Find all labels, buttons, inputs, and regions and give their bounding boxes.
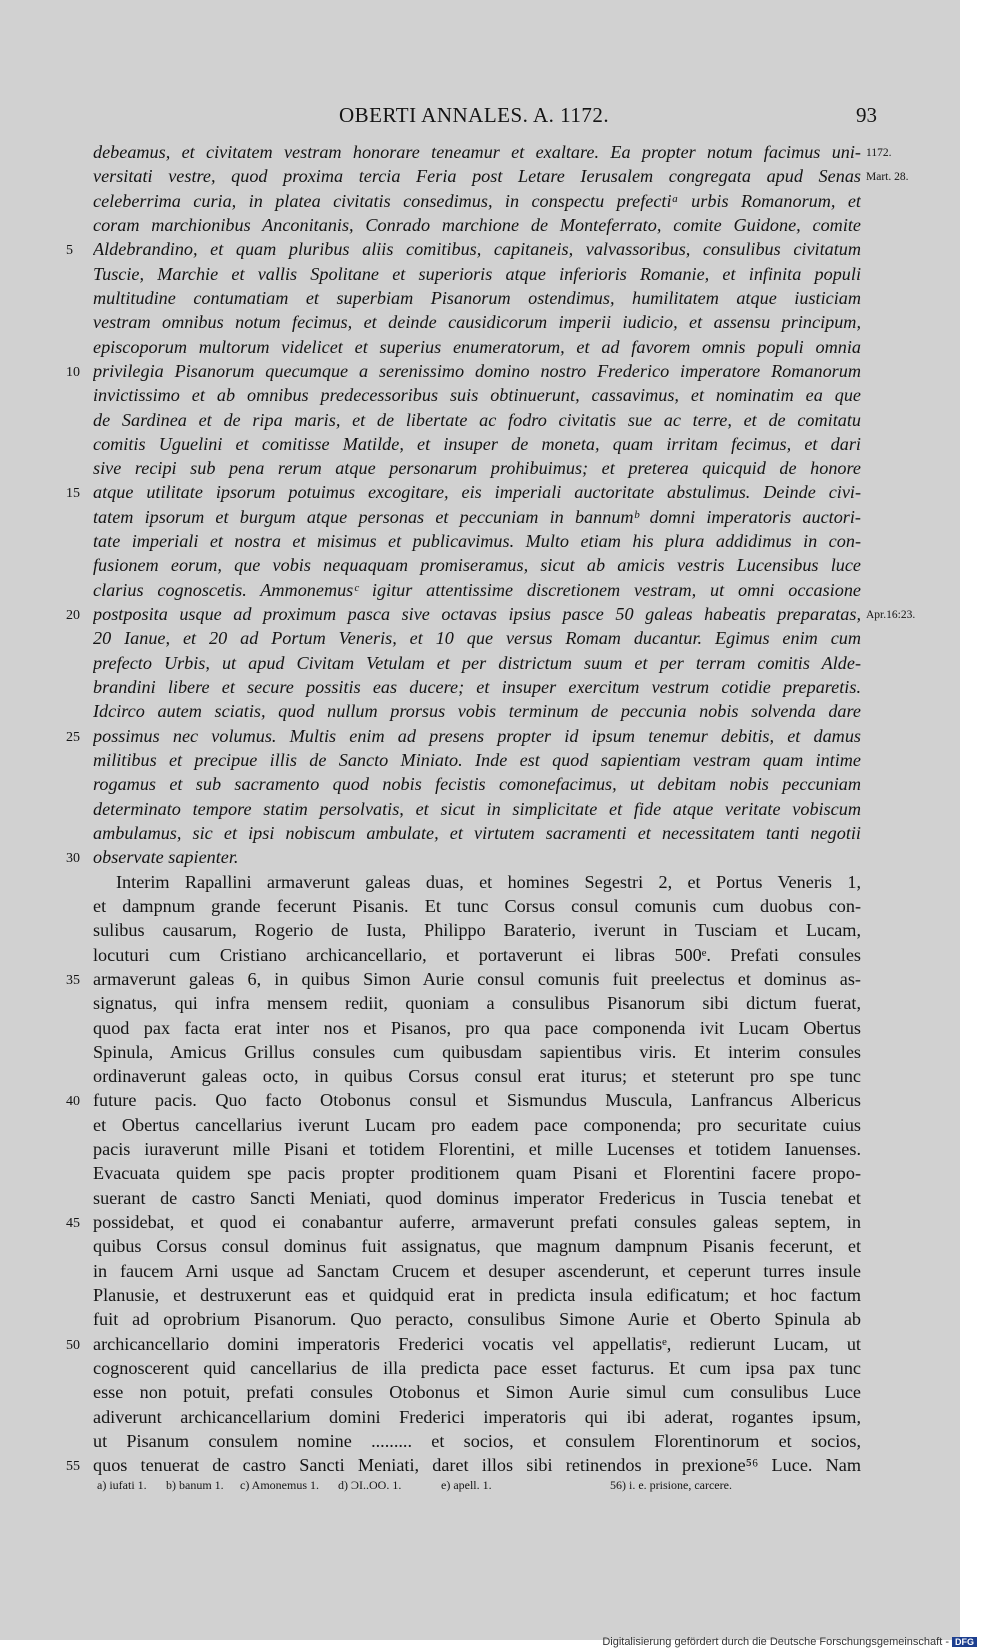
text-line bbox=[0, 772, 960, 796]
text-line bbox=[0, 408, 960, 432]
text-line bbox=[0, 578, 960, 602]
line-text: prefecto Urbis, ut apud Civitam Vetulam et per districtum suum et per terram comitis Alde- bbox=[93, 652, 861, 673]
text-line bbox=[0, 164, 960, 188]
footnote: c) Amonemus 1. bbox=[240, 1478, 319, 1492]
text-line bbox=[0, 797, 960, 821]
line-text: postposita usque ad proximum pasca sive octavas ipsius pasce 50 galeas habeatis preparatas, bbox=[93, 604, 861, 625]
text-line bbox=[0, 845, 960, 869]
margin-date: Mart. 28. bbox=[866, 171, 909, 184]
text-line bbox=[0, 1405, 960, 1429]
line-text: vestram omnibus notum fecimus, et deinde causidicorum imperii iudicio, et assensu principum, bbox=[93, 312, 861, 333]
line-text: de Sardinea et de ripa maris, et de libertate ac fodro civitatis sue ac terre, et de comitatu bbox=[93, 409, 861, 430]
text-line bbox=[0, 1234, 960, 1258]
line-text: comitis Uguelini et comitisse Matilde, et insuper de moneta, quam irritam fecimus, et dari bbox=[93, 433, 861, 454]
line-text: determinato tempore statim persolvatis, et sicut in simplicitate et fide atque veritate vobiscum bbox=[93, 798, 861, 819]
text-line bbox=[0, 262, 960, 286]
line-text: signatus, qui infra mensem rediit, quoniam a consulibus Pisanorum sibi dictum fuerat, bbox=[93, 993, 861, 1014]
text-line bbox=[0, 1161, 960, 1185]
line-number: 20 bbox=[66, 608, 80, 624]
text-line bbox=[0, 1210, 960, 1234]
text-line bbox=[0, 335, 960, 359]
line-text: Planusie, et destruxerunt eas et quidquid erat in predicta insula edificatum; et hoc factum bbox=[93, 1285, 861, 1306]
line-text: Spinula, Amicus Grillus consules cum quibusdam sapientibus viris. Et interim consules bbox=[93, 1041, 861, 1062]
text-line bbox=[0, 1064, 960, 1088]
text-line bbox=[0, 724, 960, 748]
line-text: ordinaverunt galeas octo, in quibus Corsus consul erat iturus; et steterunt pro spe tunc bbox=[93, 1066, 861, 1087]
line-number: 10 bbox=[66, 364, 80, 380]
line-text: sulibus causarum, Rogerio de Iusta, Philippo Baraterio, iverunt in Tusciam et Lucam, bbox=[93, 920, 861, 941]
text-line bbox=[0, 918, 960, 942]
line-text: armaverunt galeas 6, in quibus Simon Aurie consul comunis fuit preelectus et dominus as- bbox=[93, 968, 861, 989]
text-line bbox=[0, 529, 960, 553]
text-line bbox=[0, 1380, 960, 1404]
text-line bbox=[0, 748, 960, 772]
text-line bbox=[0, 1356, 960, 1380]
footnote: b) banum 1. bbox=[166, 1478, 224, 1492]
line-text: militibus et precipue illis de Sancto Miniato. Inde est quod sapientiam vestram quam intime bbox=[93, 750, 861, 770]
line-text: Interim Rapallini armaverunt galeas duas, et homines Segestri 2, et Portus Veneris 1, bbox=[116, 871, 861, 892]
line-text: 20 Ianue, et 20 ad Portum Veneris, et 10 que versus Romam ducantur. Egimus enim cum bbox=[93, 628, 861, 649]
text-line bbox=[0, 870, 960, 894]
line-text: fuit ad oprobrium Pisanorum. Quo peracto, consulibus Simone Aurie et Oberto Spinula ab bbox=[93, 1309, 861, 1330]
line-text: invictissimo et ab omnibus predecessoribus suis obtinuerunt, cassavimus, et nominatim ea que bbox=[93, 385, 861, 406]
text-line bbox=[0, 651, 960, 675]
text-line bbox=[0, 626, 960, 650]
line-text: future pacis. Quo facto Otobonus consul et Sismundus Muscula, Lanfrancus Albericus bbox=[93, 1090, 861, 1111]
line-text: episcoporum multorum videlicet et superius enumeratorum, et ad favorem omnis populi omnia bbox=[93, 336, 861, 357]
line-text: quibus Corsus consul dominus fuit assignatus, que magnum dampnum Pisanis fecerunt, et bbox=[93, 1236, 861, 1257]
digitization-credit bbox=[602, 1636, 977, 1648]
footnote: 56) i. e. prisione, carcere. bbox=[610, 1478, 732, 1492]
text-line bbox=[0, 432, 960, 456]
text-line bbox=[0, 1283, 960, 1307]
line-text: Evacuata quidem spe pacis propter proditionem quam Pisani et Florentini facere propo- bbox=[93, 1163, 861, 1184]
line-text: atque utilitate ipsorum potuimus excogitare, eis imperiali auctoritate abstulimus. Deinde civi- bbox=[93, 482, 861, 503]
line-text: privilegia Pisanorum quecumque a serenissimo domino nostro Frederico imperatore Romanorum bbox=[93, 360, 861, 381]
page-number: 93 bbox=[856, 103, 877, 127]
credit-text: Digitalisierung gefördert durch die Deutsche Forschungsgemeinschaft - bbox=[602, 1636, 949, 1648]
line-text: tatem ipsorum et burgum atque personas et peccuniam in bannumᵇ domni imperatoris auctori- bbox=[93, 506, 861, 527]
text-line bbox=[0, 553, 960, 577]
line-text: adiverunt archicancellarium domini Frederici imperatoris qui ibi aderat, rogantes ipsum, bbox=[93, 1406, 861, 1427]
text-line bbox=[0, 383, 960, 407]
page-header bbox=[0, 103, 960, 133]
footnote: e) apell. 1. bbox=[441, 1478, 492, 1492]
text-line bbox=[0, 991, 960, 1015]
text-line bbox=[0, 1332, 960, 1356]
text-line bbox=[0, 1040, 960, 1064]
line-text: brandini libere et secure possitis eas ducere; et insuper exercitum vestrum cotidie preparetis. bbox=[93, 677, 861, 698]
line-text: cognoscerent quid cancellarius de illa predicta pace esset facturus. Et cum ipsa pax tunc bbox=[93, 1358, 861, 1378]
text-line bbox=[0, 967, 960, 991]
line-text: in faucem Arni usque ad Sanctam Crucem et desuper ascenderunt, et ceperunt turres insule bbox=[93, 1260, 861, 1281]
text-line bbox=[0, 943, 960, 967]
line-number: 25 bbox=[66, 729, 80, 745]
text-line bbox=[0, 456, 960, 480]
line-text: Idcirco autem sciatis, quod nullum prorsus vobis terminum de peccunia nobis solvenda dare bbox=[93, 701, 861, 722]
text-line bbox=[0, 1429, 960, 1453]
line-text: esse non potuit, prefati consules Otobonus et Simon Aurie simul cum consulibus Luce bbox=[93, 1382, 861, 1403]
text-line bbox=[0, 1137, 960, 1161]
line-text: possimus nec volumus. Multis enim ad presens propter id ipsum tenemur debitis, et damus bbox=[93, 725, 861, 746]
text-line bbox=[0, 602, 960, 626]
text-line bbox=[0, 894, 960, 918]
line-text: possidebat, et quod ei conabantur auferre, armaverunt prefati consules galeas septem, in bbox=[93, 1212, 861, 1233]
footnotes bbox=[97, 1478, 867, 1498]
line-number: 35 bbox=[66, 972, 80, 988]
text-line bbox=[0, 286, 960, 310]
line-number: 15 bbox=[66, 486, 80, 502]
line-text: tate imperiali et nostra et misimus et publicavimus. Multo etiam his plura addidimus in con- bbox=[93, 531, 861, 552]
line-text: multitudine contumatiam et superbiam Pisanorum ostendimus, humilitatem atque iusticiam bbox=[93, 287, 861, 308]
running-title: OBERTI ANNALES. A. 1172. bbox=[339, 103, 610, 127]
text-line bbox=[0, 1186, 960, 1210]
text-line bbox=[0, 140, 960, 164]
line-text: suerant de castro Sancti Meniati, quod dominus imperator Fredericus in Tuscia tenebat et bbox=[93, 1187, 861, 1208]
line-text: versitati vestre, quod proxima tercia Feria post Letare Ierusalem congregata apud Senas bbox=[93, 166, 861, 187]
footnote: a) iufati 1. bbox=[97, 1478, 147, 1492]
text-line bbox=[0, 699, 960, 723]
line-text: celeberrima curia, in platea civitatis consedimus, in conspectu prefectiᵃ urbis Romanorum, et bbox=[93, 190, 861, 211]
text-line bbox=[0, 237, 960, 261]
text-line bbox=[0, 821, 960, 845]
line-text: Aldebrandino, et quam pluribus aliis comitibus, capitaneis, valvassoribus, consulibus civitatum bbox=[93, 239, 861, 260]
line-text: ambulamus, sic et ipsi nobiscum ambulate, et virtutem sacramenti et necessitatem tanti negotii bbox=[93, 822, 861, 843]
text-line bbox=[0, 1016, 960, 1040]
line-text: ut Pisanum consulem nomine ......... et socios, et consulem Florentinorum et socios, bbox=[93, 1430, 861, 1451]
line-text: quos tenuerat de castro Sancti Meniati, daret illos sibi retinendos in prexione⁵⁶ Luce. Nam bbox=[93, 1455, 861, 1476]
line-text: rogamus et sub sacramento quod nobis fecistis comonefacimus, ut debitam nobis peccuniam bbox=[93, 774, 861, 795]
line-number: 30 bbox=[66, 851, 80, 867]
footnote: d) ϽI..OO. 1. bbox=[338, 1478, 402, 1492]
line-text: fusionem eorum, que vobis nequaquam promiseramus, sicut ab amicis vestris Lucensibus luce bbox=[93, 555, 861, 576]
text-line bbox=[0, 1453, 960, 1477]
text-line bbox=[0, 1259, 960, 1283]
text-line bbox=[0, 675, 960, 699]
line-number: 45 bbox=[66, 1216, 80, 1232]
text-line bbox=[0, 1088, 960, 1112]
line-text: archicancellario domini imperatoris Frederici vocatis vel appellatisᵉ, redierunt Lucam, ut bbox=[93, 1333, 861, 1354]
text-line bbox=[0, 1307, 960, 1331]
line-text: et Obertus cancellarius iverunt Lucam pro eadem pace componenda; pro securitate cuius bbox=[93, 1114, 861, 1135]
margin-date: 1172. bbox=[866, 147, 892, 159]
line-number: 5 bbox=[66, 243, 73, 259]
line-text: sive recipi sub pena rerum atque personarum prohibuimus; et preterea quicquid de honore bbox=[93, 458, 861, 479]
line-text: Tuscie, Marchie et vallis Spolitane et superioris atque inferioris Romanie, et infinita populi bbox=[93, 263, 861, 284]
line-text: clarius cognoscetis. Ammonemusᶜ igitur attentissime discretionem vestram, ut omni occasione bbox=[93, 579, 861, 600]
line-text: coram marchionibus Anconitanis, Conrado marchione de Monteferrato, comite Guidone, comite bbox=[93, 214, 861, 235]
text-line bbox=[0, 189, 960, 213]
text-line bbox=[0, 359, 960, 383]
line-text: locuturi cum Cristiano archicancellario, et portaverunt ei libras 500ᵉ. Prefati consules bbox=[93, 944, 861, 965]
line-number: 55 bbox=[66, 1459, 80, 1475]
text-line bbox=[0, 505, 960, 529]
text-line bbox=[0, 480, 960, 504]
line-text: debeamus, et civitatem vestram honorare teneamur et exaltare. Ea propter notum facimus uni- bbox=[93, 142, 861, 162]
text-line bbox=[0, 1113, 960, 1137]
text-line bbox=[0, 310, 960, 334]
margin-date: Apr.16:23. bbox=[866, 609, 916, 622]
line-text: et dampnum grande fecerunt Pisanis. Et tunc Corsus consul comunis cum duobus con- bbox=[93, 895, 861, 916]
line-number: 40 bbox=[66, 1094, 80, 1110]
text-line bbox=[0, 213, 960, 237]
dfg-logo: DFG bbox=[952, 1637, 977, 1647]
line-text: quod pax facta erat inter nos et Pisanos, pro qua pace componenda ivit Lucam Obertus bbox=[93, 1017, 861, 1038]
line-number: 50 bbox=[66, 1337, 80, 1353]
line-text: observate sapienter. bbox=[93, 847, 239, 868]
line-text: pacis iuraverunt mille Pisani et totidem Florentini, et mille Lucenses et totidem Ianuenses. bbox=[93, 1139, 861, 1160]
